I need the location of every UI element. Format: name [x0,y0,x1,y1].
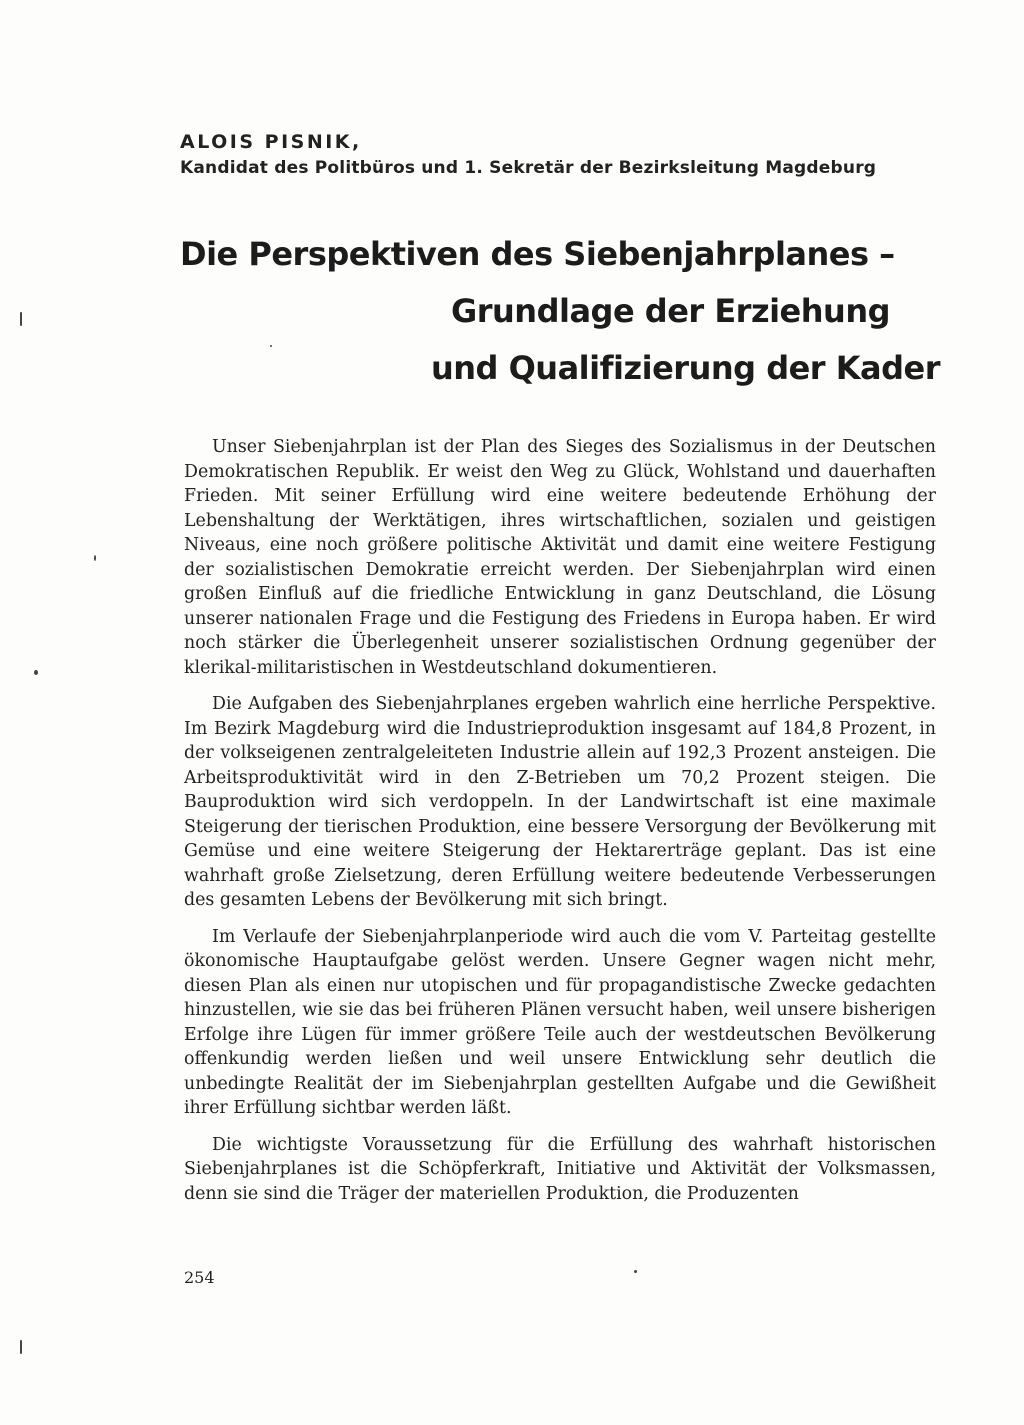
scan-speck [20,312,22,326]
title-line-3: und Qualifizierung der Kader [430,349,940,387]
author-role: Kandidat des Politbüros und 1. Sekretär der Bezirksleitung Magdeburg [180,158,877,178]
page-number: 254 [184,1268,215,1287]
paragraph: Im Verlaufe der Siebenjahrplanperiode wird auch die vom V. Parteitag gestellte ökonomische Hauptaufgabe gelöst werden. Unsere Gegner wagen nicht mehr, diesen Plan als einen nur utopischen und für propagandistische Zwecke gedachten hinzustellen, wie sie das bei früheren Plänen versucht haben, weil unsere bisherigen Erfolge ihre Lügen für immer größere Teile auch der westdeutschen Bevölkerung offenkundig werden ließen und weil unsere Entwicklung sehr deutlich die unbedingte Realität der im Siebenjahrplan gestellten Aufgabe und die Gewißheit ihrer Erfüllung sichtbar werden läßt. [184,926,936,1118]
scan-speck [634,1270,637,1273]
paragraph: Die Aufgaben des Siebenjahrplanes ergeben wahrlich eine herrliche Perspektive. Im Bezirk Magdeburg wird die Industrieproduktion insgesamt auf 184,8 Prozent, in der volkseigenen zentralgeleiteten Industrie allein auf 192,3 Prozent ansteigen. Die Arbeitsproduktivität wird in den Z-Betrieben um 70,2 Prozent steigen. Die Bauproduktion wird sich verdoppeln. In der Landwirtschaft ist eine maximale Steigerung der tierischen Produktion, eine bessere Versorgung der Bevölkerung mit Gemüse und eine weitere Steigerung der Hektarerträge geplant. Das ist eine wahrhaft große Zielsetzung, deren Erfüllung weitere bedeutende Verbesserungen des gesamten Lebens der Bevölkerung mit sich bringt. [184,694,936,910]
paragraph: Unser Siebenjahrplan ist der Plan des Sieges des Sozialismus in der Deutschen Demokratischen Republik. Er weist den Weg zu Glück, Wohlstand und dauerhaften Frieden. Mit seiner Erfüllung wird eine weitere bedeutende Erhöhung der Lebenshaltung der Werktätigen, ihres wirtschaftlichen, sozialen und geistigen Niveaus, eine noch größere politische Aktivität und damit eine weitere Festigung der sozialistischen Demokratie erreicht werden. Der Siebenjahrplan wird einen großen Einfluß auf die friedliche Entwicklung in ganz Deutschland, die Lösung unserer nationalen Frage und die Festigung des Friedens in Europa haben. Er wird noch stärker die Überlegenheit unserer sozialistischen Ordnung gegenüber der klerikal-militaristischen in Westdeutschland dokumentieren. [184,437,936,678]
scan-speck [270,345,272,347]
title-line-2: Grundlage der Erziehung [450,292,890,330]
article-body [184,435,936,1218]
scan-speck [20,1340,22,1354]
author-name: ALOIS PISNIK, [180,131,362,153]
scan-speck [34,670,38,675]
article-title [170,226,940,397]
title-line-1: Die Perspektiven des Siebenjahrplanes – [180,235,895,273]
scan-speck [94,555,96,561]
paragraph: Die wichtigste Voraussetzung für die Erfüllung des wahrhaft historischen Siebenjahrplanes ist die Schöpferkraft, Initiative und Aktivität der Volksmassen, denn sie sind die Träger der materiellen Produktion, die Produzenten [184,1134,936,1204]
